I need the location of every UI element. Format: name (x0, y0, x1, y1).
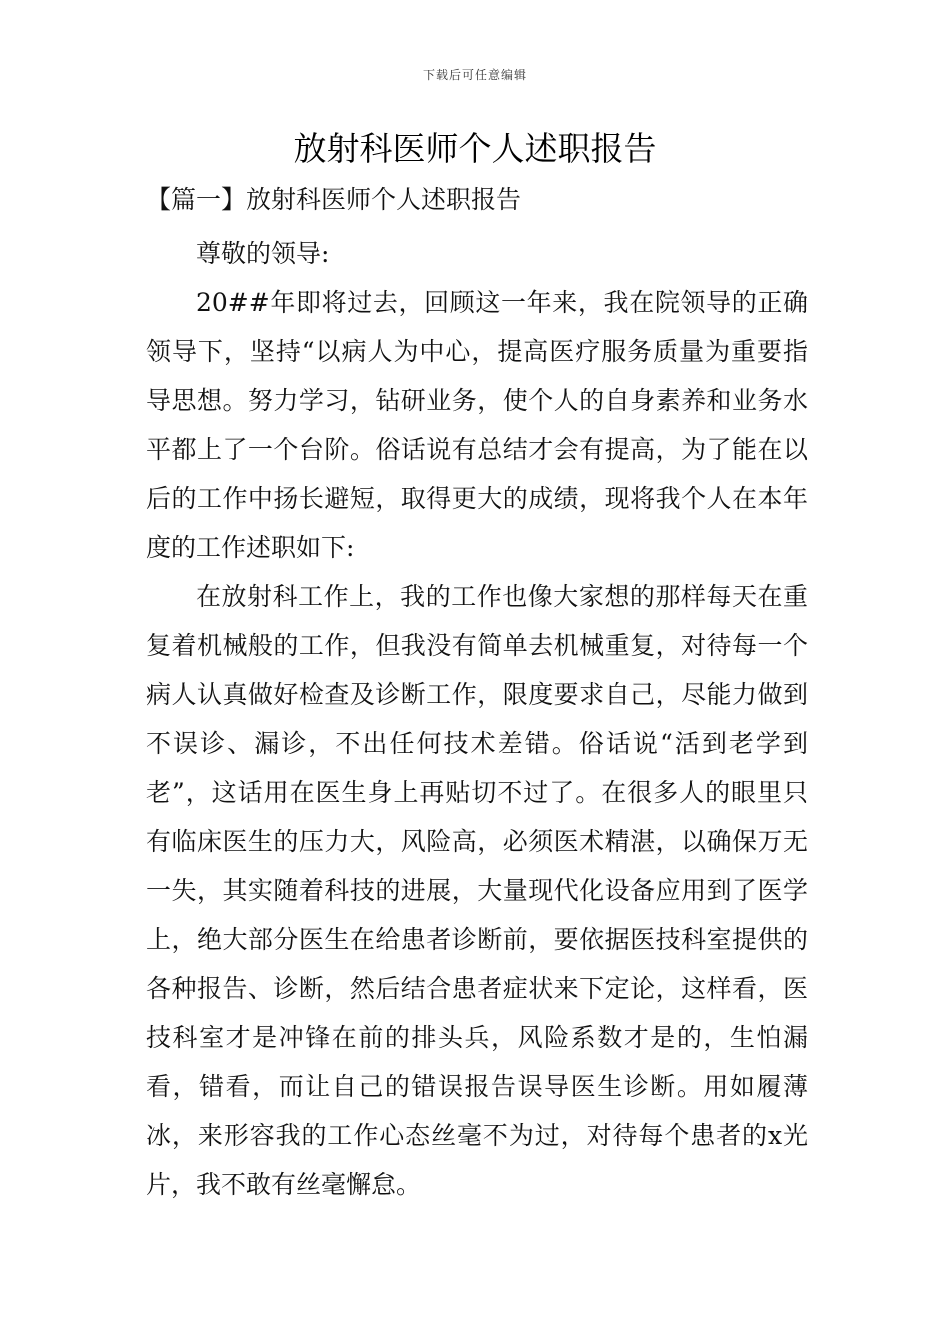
paragraph-intro: 20##年即将过去，回顾这一年来，我在院领导的正确领导下，坚持“以病人为中心，提高医疗服务质量为重要指导思想。努力学习，钻研业务，使个人的自身素养和业务水平都上了一个台阶。俗话说有总结才会有提高，为了能在以后的工作中扬长避短，取得更大的成绩，现将我个人在本年度的工作述职如下: (146, 288, 808, 562)
header-note: 下载后可任意编辑 (422, 68, 527, 82)
section-heading: 【篇一】放射科医师个人述职报告 (146, 185, 522, 214)
salutation: 尊敬的领导: (196, 239, 330, 268)
document-title: 放射科医师个人述职报告 (293, 129, 657, 168)
document-body (146, 229, 808, 1209)
paragraph-work: 在放射科工作上，我的工作也像大家想的那样每天在重复着机械般的工作，但我没有简单去机械重复，对待每一个病人认真做好检查及诊断工作，限度要求自己，尽能力做到不误诊、漏诊，不出任何技术差错。俗话说“活到老学到老”，这话用在医生身上再贴切不过了。在很多人的眼里只有临床医生的压力大，风险高，必须医术精湛，以确保万无一失，其实随着科技的进展，大量现代化设备应用到了医学上，绝大部分医生在给患者诊断前，要依据医技科室提供的各种报告、诊断，然后结合患者症状来下定论，这样看，医技科室才是冲锋在前的排头兵，风险系数才是的，生怕漏看，错看，而让自己的错误报告误导医生诊断。用如履薄冰，来形容我的工作心态丝毫不为过，对待每个患者的x光片，我不敢有丝毫懈怠。 (146, 582, 808, 1199)
